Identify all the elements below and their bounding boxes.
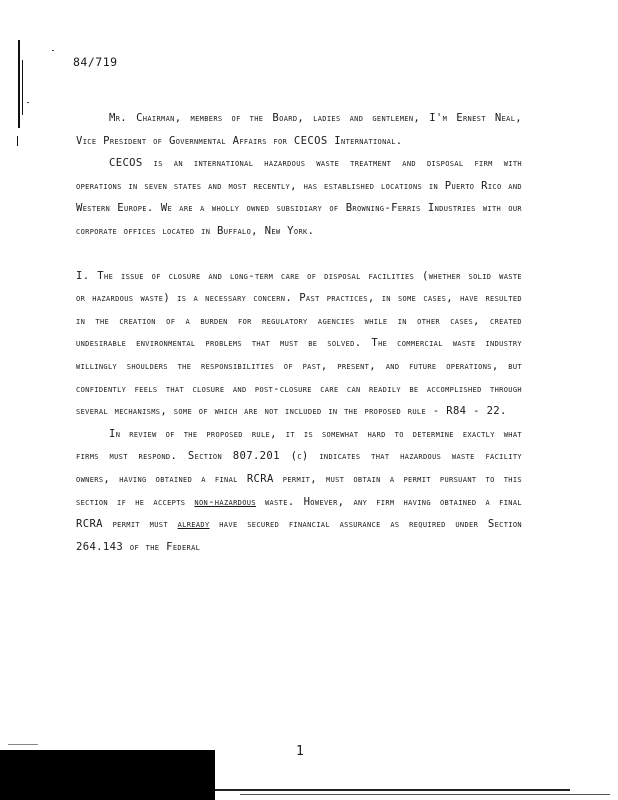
text-run: In review of the proposed rule, it is somewhat hard to determine exactly what firms must respond. Section 807.201 (c) indicates that hazardous waste facility owners, having obtained a final RCRA permit, must obtain a permit pursuant to this section if he accepts [76,427,522,508]
scan-bottom-rule [240,794,610,795]
scan-black-bar [0,750,215,800]
paragraph-section-one: I. The issue of closure and long-term care of disposal facilities (whether solid waste or hazardous waste) is a necessary concern. Past practices, in some cases, have resulted in the creation of a burden for regulatory agencies while in other cases, created undesirable environmental problems that must be solved. The commercial waste industry willingly shoulders the responsibilities of past, present, and future operations, but confidently feels that closure and post-closure care can readily be accomplished through several mechanisms, some of which are not included in the proposed rule - R84 - 22. [76,269,522,418]
text-run: have secured financial assurance as required under Section 264.143 of the Federal [76,518,522,553]
paragraph-proposed-rule-review [76,423,522,559]
scan-margin-line [18,40,20,128]
scan-speck [52,50,54,51]
document-id: 84/719 [73,55,118,69]
scan-speck [27,102,29,103]
underlined-term-non-hazardous: non-hazardous [194,495,256,508]
scan-bottom-rule [215,789,570,791]
document-body [76,107,522,558]
text-run: waste. However, any firm having obtained a final RCRA permit must [76,495,522,531]
paragraph-company-overview: CECOS is an international hazardous waste treatment and disposal firm with operations in seven states and most recently, has established locations in Puerto Rico and Western Europe. We are a wholly owned subsidiary of Browning-Ferris Industries with our corporate offices located in Buffalo, New York. [76,157,522,237]
page-number: 1 [296,744,304,759]
underlined-term-already: already [177,518,210,531]
scan-margin-line [17,136,18,146]
scan-speck [8,744,38,745]
paragraph-introduction: Mr. Chairman, members of the Board, ladies and gentlemen, I'm Ernest Neal, Vice President of Governmental Affairs for CECOS International. [76,112,522,147]
scan-margin-line [22,60,23,115]
